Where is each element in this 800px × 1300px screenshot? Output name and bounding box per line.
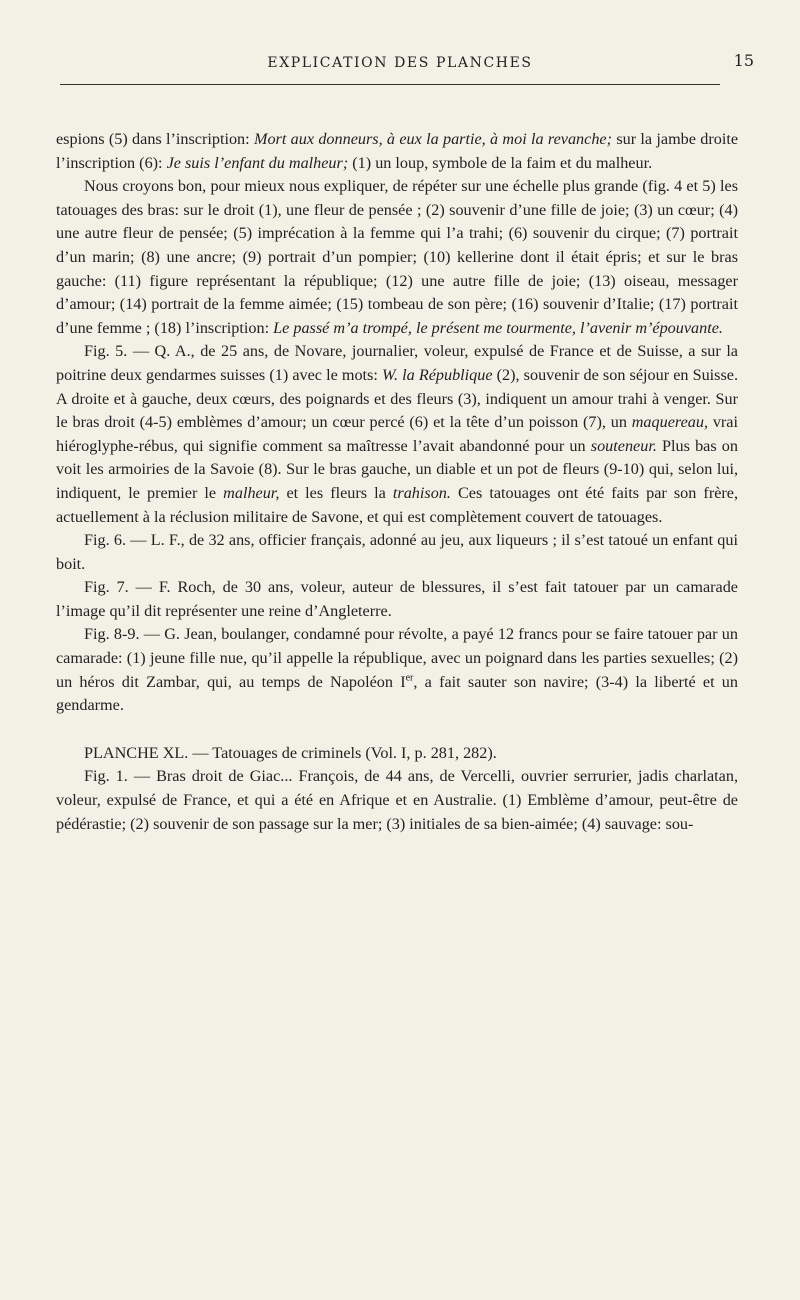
text-run: (2), souvenir de son séjour en Suisse. A droite et à gauche, deux cœurs, des poignards et des fleurs (3), indiquent un amour trahi à venger. Sur le bras droit (4-5) emblèmes d’amour; un cœur percé (6) et la tête d’un poisson (7), un bbox=[56, 365, 739, 432]
paragraph-arms-description bbox=[56, 175, 738, 340]
section-heading-planche-xl: PLANCHE XL. — Tatouages de criminels (Vol. I, p. 281, 282). bbox=[84, 743, 497, 762]
running-head: EXPLICATION DES PLANCHES bbox=[267, 55, 533, 71]
page-number: 15 bbox=[733, 51, 754, 70]
paragraph-fig-5 bbox=[56, 340, 738, 529]
text-run: vrai hiéroglyphe-rébus, qui signifie comment sa maîtresse l’avait abandonné pour un bbox=[56, 413, 738, 455]
paragraph-fig-6: Fig. 6. — L. F., de 32 ans, officier français, adonné au jeu, aux liqueurs ; il s’est tatoué un enfant qui boit. bbox=[56, 531, 738, 573]
text-run: Plus bas on voit les armoiries de la Savoie (8). Sur le bras gauche, un diable et un pot de fleurs (9-10) qui, selon lui, indiquent, le premier le bbox=[56, 436, 738, 502]
italic-term: trahison. bbox=[392, 483, 451, 502]
text-run: Ces tatouages ont été faits par son frère, actuellement à la réclusion militaire de Savone, et qui est complètement couvert de tatouages. bbox=[56, 483, 739, 526]
paragraph-planche-xl-fig-1: Fig. 1. — Bras droit de Giac... François, de 44 ans, de Vercelli, ouvrier serrurier, jadis charlatan, voleur, expulsé de France, et qui a été en Afrique et en Australie. (1) Emblème d’amour, peut-être de pédérastie; (2) souvenir de son passage sur la mer; (3) initiales de sa bien-aimée; (4) sauvage: sou- bbox=[56, 767, 738, 833]
paragraph-fig-7: Fig. 7. — F. Roch, de 30 ans, voleur, auteur de blessures, il s’est fait tatouer par un camarade l’image qu’il dit représenter une reine d’Angleterre. bbox=[56, 578, 738, 620]
page-header bbox=[60, 51, 754, 83]
text-run: et les fleurs la bbox=[279, 483, 393, 502]
body-text bbox=[56, 128, 738, 836]
header-rule bbox=[60, 84, 720, 85]
text-run: Nous croyons bon, pour mieux nous expliquer, de répéter sur une échelle plus grande (fig. 4 et 5) les tatouages des bras: sur le droit (1), une fleur de pensée ; (2) souvenir d’une fille de joie; (3) un cœur; (4) une autre fleur de pensée; (5) imprécation à la femme qui l’a trahi; (6) souvenir du cirque; (7) portrait d’un marin; (8) une ancre; (9) portrait d’un pompier; (10) kellerine dont il était épris; et sur le bras gauche: (11) figure représentant la république; (12) une autre fille de joie; (13) oiseau, messager d’amour; (14) portrait de la femme aimée; (15) tombeau de son père; (16) souvenir d’Italie; (17) portrait d’une femme ; (18) l’inscription: bbox=[56, 177, 738, 337]
paragraph-continuation bbox=[56, 128, 738, 175]
text-run: espions (5) dans l’inscription: bbox=[56, 130, 254, 148]
text-run: (1) un loup, symbole de la faim et du malheur. bbox=[348, 153, 653, 172]
text-run: Fig. 8-9. — G. Jean, boulanger, condamné pour révolte, a payé 12 francs pour se faire tatouer par un camarade: (1) jeune fille nue, qu’il appelle la république, avec un poignard dans les parties sexuelles; (2) un héros dit Zambar, qui, au temps de Napoléon I bbox=[56, 625, 738, 691]
text-run: , a fait sauter son navire; (3-4) la liberté et un gendarme. bbox=[56, 672, 738, 715]
italic-inscription: Le passé m’a trompé, le présent me tourmente, l’avenir m’épouvante. bbox=[273, 318, 723, 337]
text-run: Fig. 5. — Q. A., de 25 ans, de Novare, journalier, voleur, expulsé de France et de Suisse, a sur la poitrine deux gendarmes suisses (1) avec le mots: bbox=[56, 342, 738, 384]
italic-term: malheur, bbox=[223, 483, 280, 502]
italic-term: souteneur. bbox=[590, 436, 657, 455]
superscript: er bbox=[405, 672, 414, 684]
italic-inscription: Je suis l’enfant du malheur; bbox=[166, 153, 349, 172]
paragraph-fig-8-9 bbox=[56, 623, 738, 717]
italic-inscription: W. la République bbox=[381, 365, 493, 384]
italic-term: maquereau, bbox=[631, 413, 709, 432]
italic-inscription: Mort aux donneurs, à eux la partie, à moi la revanche; bbox=[253, 130, 613, 148]
text-run: sur la jambe droite l’inscription (6): bbox=[56, 130, 739, 172]
